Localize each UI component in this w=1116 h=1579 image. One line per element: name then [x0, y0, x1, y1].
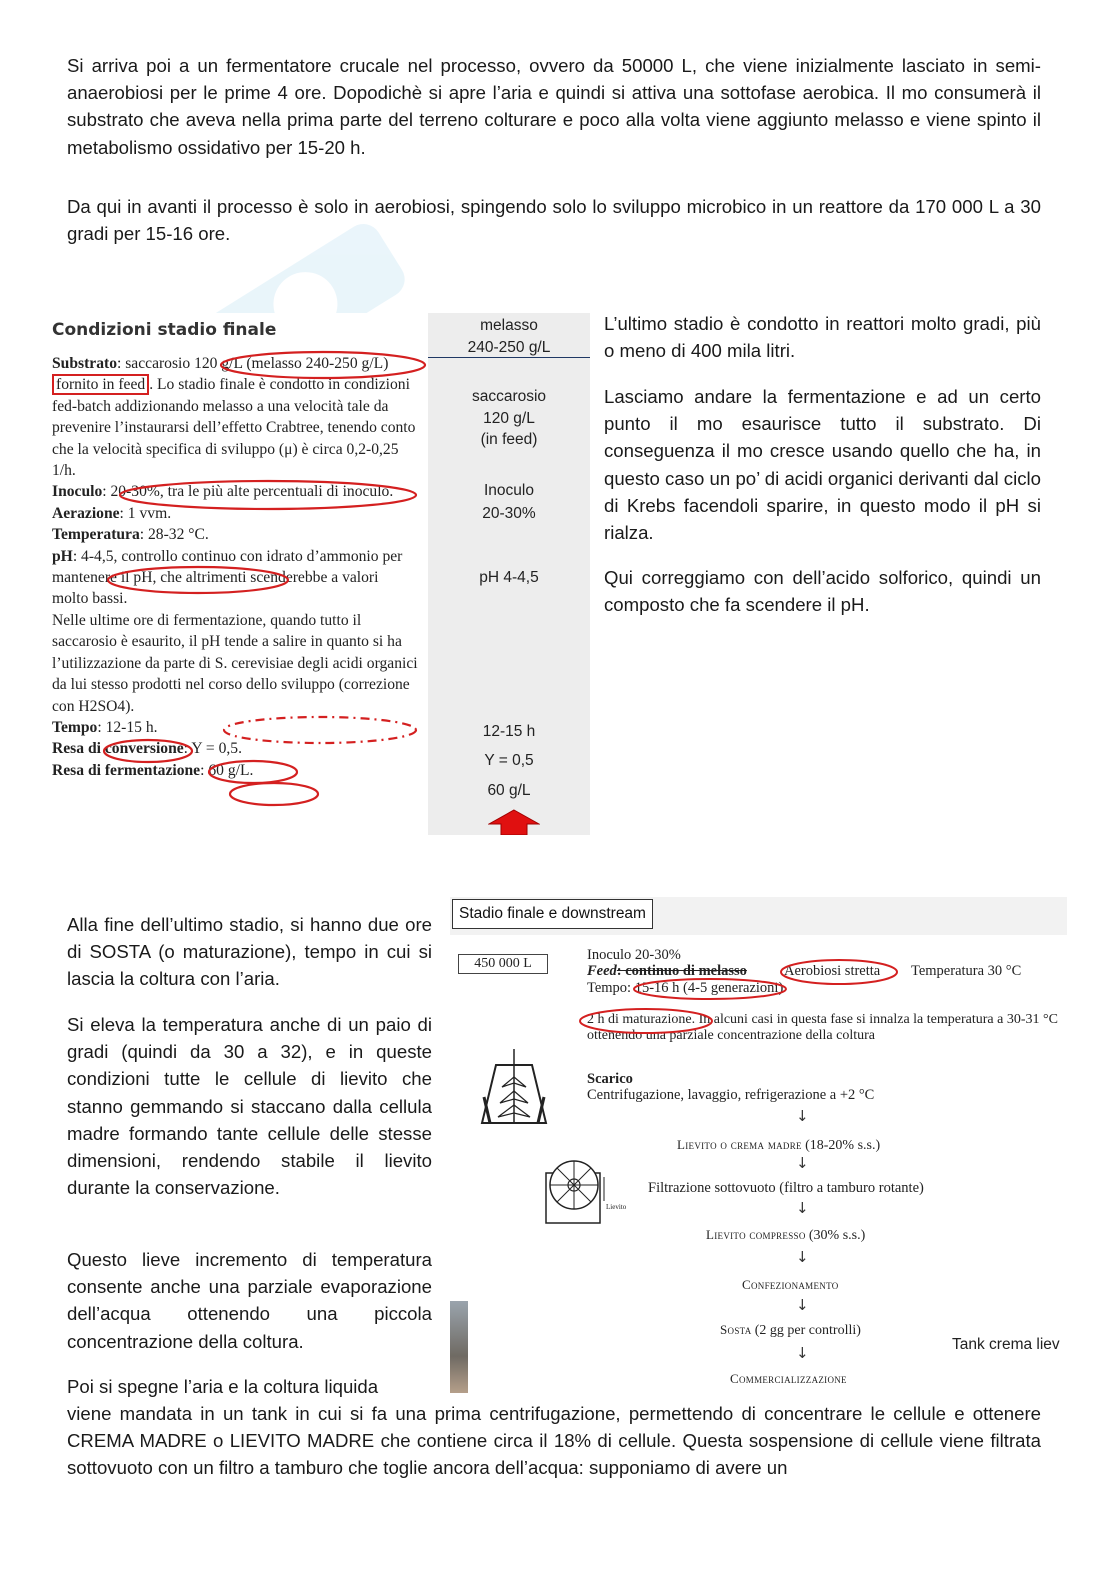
red-annotations	[48, 313, 428, 835]
ellipse-ph	[108, 567, 288, 593]
flow-feed-text: : continuo di melasso	[616, 963, 747, 979]
tempo-label: Tempo	[52, 718, 98, 736]
mid-saccarosio: saccarosio	[471, 388, 547, 405]
right-paragraph-3: Qui correggiamo con dell’acido solforico, quindi un composto che fa scendere il pH.	[604, 567, 1041, 616]
flow-maturazione: 2 h di maturazione	[587, 1012, 692, 1027]
volume-label: 450 000 L	[458, 954, 548, 974]
resa-conversione-label: Resa di conversione	[52, 740, 184, 758]
tank-caption: Tank crema liev	[952, 1336, 1060, 1353]
flow-temperatura: Temperatura 30 °C	[911, 963, 1022, 979]
mid-inoculo-value: 20-30%	[482, 505, 536, 522]
conditions-figure	[48, 313, 428, 835]
ellipse-resa-60	[230, 783, 318, 805]
ellipse-inoculo	[120, 481, 416, 509]
mid-saccarosio-feed: (in feed)	[480, 431, 538, 448]
temperatura-label: Temperatura	[52, 526, 140, 544]
lower-paragraph-2: Si eleva la temperatura anche di un paio di gradi (quindi da 30 a 32), e in queste condizioni tutte le cellule di lievito che stanno gemmando si staccano dalla cellula madre formando tante cellule delle stesse dimensioni, rendendo stabile il lievito durante la conservazione.	[67, 1014, 432, 1199]
mid-melasso-value: 240-250 g/L	[467, 339, 551, 356]
aerazione-label: Aerazione	[52, 504, 120, 522]
divider-line	[428, 357, 590, 358]
closing-paragraph-rest: viene mandata in un tank in cui si fa una prima centrifugazione, permettendo di concentrare le cellule e ottenere CREMA MADRE o LIEVITO MADRE che contiene circa il 18% di cellule. Questa sospensione di cellule viene filtrata sottovuoto con un filtro a tamburo che toglie ancora dell’acqua: supponiamo di avere un	[67, 1403, 1041, 1479]
flow-aerobiosi: Aerobiosi stretta	[784, 963, 881, 979]
ellipse-generazioni	[634, 979, 786, 999]
flow-red-annotations	[450, 897, 1067, 1393]
ellipse-resa-y	[209, 761, 297, 783]
inoculo-label: Inoculo	[52, 483, 103, 501]
flow-step-4: Confezionamento	[742, 1277, 839, 1292]
flow-arrow-3: ↓	[796, 1199, 809, 1217]
flow-step-5-note: (2 gg per controlli)	[754, 1323, 861, 1338]
flow-step-1-note: (18-20% s.s.)	[805, 1138, 881, 1153]
ph-more-text: Nelle ultime ore di fermentazione, quando tutto il saccarosio è esaurito, il pH tende a salire in quanto si ha l’utilizzazione da parte di S. cerevisiae degli acidi organici da lui stesso prodotti nel corso dello sviluppo (correzione con H2SO4).	[52, 611, 418, 715]
flow-step-1-label: Lievito o crema madre	[677, 1137, 802, 1152]
red-up-arrow-icon	[488, 809, 540, 835]
top-paragraph-1: Si arriva poi a un fermentatore crucale nel processo, ovvero da 50000 L, che viene inizialmente lasciato in semi-anaerobiosi per le prime 4 ore. Dopodichè si apre l’aria e quindi si attiva una sottofase aerobica. Il mo consumerà il substrato che aveva nella prima parte del terreno colturare e poco alla volta viene aggiunto melasso e viene spinto il metabolismo ossidativo per 15-20 h.	[67, 55, 1041, 158]
mid-fermentazione: 60 g/L	[487, 782, 531, 799]
drum-label: Lievito	[606, 1203, 627, 1211]
mid-tempo: 12-15 h	[482, 723, 536, 740]
lower-paragraph-3: Questo lieve incremento di temperatura consente anche una parziale evaporazione dell’acqua ottenendo una piccola concentrazione della coltura.	[67, 1249, 432, 1352]
ellipse-tempo	[104, 740, 192, 762]
mid-saccarosio-value: 120 g/L	[483, 410, 535, 427]
flow-step-5-label: Sosta	[720, 1322, 752, 1337]
temperatura-text: : 28-32 °C.	[139, 526, 209, 544]
summary-column	[428, 313, 590, 835]
right-paragraph-2: Lasciamo andare la fermentazione e ad un certo punto il mo esaurisce tutto il substrato. Di conseguenza il mo cresce usando quello che ha, in questo caso un po’ di acidi organici derivanti dal ciclo di Krebs facendoli sparire, in questo modo il pH si rialza.	[604, 386, 1041, 544]
flow-arrow-1: ↓	[796, 1107, 809, 1125]
mid-inoculo: Inoculo	[484, 482, 534, 499]
conditions-heading: Condizioni stadio finale	[52, 320, 277, 340]
flow-arrow-5: ↓	[796, 1296, 809, 1314]
flow-step-3-label: Lievito compresso	[706, 1227, 806, 1242]
ellipse-maturazione	[580, 1009, 712, 1033]
flow-title: Stadio finale e downstream	[452, 899, 653, 929]
ph-text: : 4-4,5, controllo continuo con idrato d’ammonio per mantenere il pH, che altrimenti scenderebbe a valori molto bassi.	[52, 547, 403, 608]
resa-fermentazione-text: : 60 g/L.	[200, 761, 254, 779]
fornito-in-feed: fornito in feed	[52, 374, 149, 395]
mid-resa: Y = 0,5	[484, 752, 534, 769]
resa-conversione-text: : Y = 0,5.	[183, 740, 242, 758]
aerazione-text: : 1 vvm.	[119, 504, 172, 522]
flow-step-3-note: (30% s.s.)	[808, 1228, 866, 1243]
flow-scarico: Scarico	[587, 1071, 633, 1087]
ellipse-correzione	[224, 717, 416, 743]
substrato-text: : saccarosio 120 g/L (melasso 240-250 g/L)	[117, 355, 389, 372]
flow-arrow-2: ↓	[796, 1154, 809, 1172]
flow-tempo: Tempo: 15-16 h (4-5 generazioni)	[587, 980, 784, 996]
substrato-rest: . Lo stadio finale è condotto in condizioni fed-batch addizionando melasso a una velocità tale da prevenire l’instaurarsi dell’effetto Crabtree, tenendo conto che la velocità specifica di sviluppo (μ) è circa 0,2-0,25 1/h.	[52, 376, 416, 480]
flow-feed-label: Feed	[587, 963, 617, 979]
mid-ph: pH 4-4,5	[479, 569, 539, 586]
flow-scarico-text: Centrifugazione, lavaggio, refrigerazione a +2 °C	[587, 1087, 875, 1103]
resa-fermentazione-label: Resa di fermentazione	[52, 761, 201, 779]
flow-step-2: Filtrazione sottovuoto (filtro a tamburo rotante)	[648, 1180, 924, 1196]
flow-arrow-6: ↓	[796, 1344, 809, 1362]
tempo-text: : 12-15 h.	[97, 718, 158, 736]
mid-melasso: melasso	[480, 317, 538, 334]
ph-label: pH	[52, 547, 73, 565]
flow-maturazione-note: . In alcuni casi in questa fase si innalza la temperatura a 30-31 °C ottenendo una parziale concentrazione della coltura	[587, 1012, 1058, 1043]
lower-paragraph-1: Alla fine dell’ultimo stadio, si hanno due ore di SOSTA (o maturazione), tempo in cui si lascia la coltura con l’aria.	[67, 914, 432, 990]
substrato-label: Substrato	[52, 355, 117, 372]
top-paragraph-2: Da qui in avanti il processo è solo in aerobiosi, spingendo solo lo sviluppo microbico in un reattore da 170 000 L a 30 gradi per 15-16 ore.	[67, 196, 1041, 245]
inoculo-text: : 20-30%, tra le più alte percentuali di inoculo.	[102, 483, 394, 501]
flow-step-6: Commercializzazione	[730, 1371, 847, 1386]
closing-paragraph-line1: Poi si spegne l’aria e la coltura liquida	[67, 1376, 379, 1397]
flow-arrow-4: ↓	[796, 1248, 809, 1266]
right-paragraph-1: L’ultimo stadio è condotto in reattori molto gradi, più o meno di 400 mila litri.	[604, 313, 1041, 362]
ellipse-aerobiosi	[781, 960, 897, 984]
flow-inoculo: Inoculo 20-30%	[587, 947, 681, 963]
ellipse-saccarosio	[221, 352, 425, 378]
downstream-figure	[450, 897, 1067, 1393]
